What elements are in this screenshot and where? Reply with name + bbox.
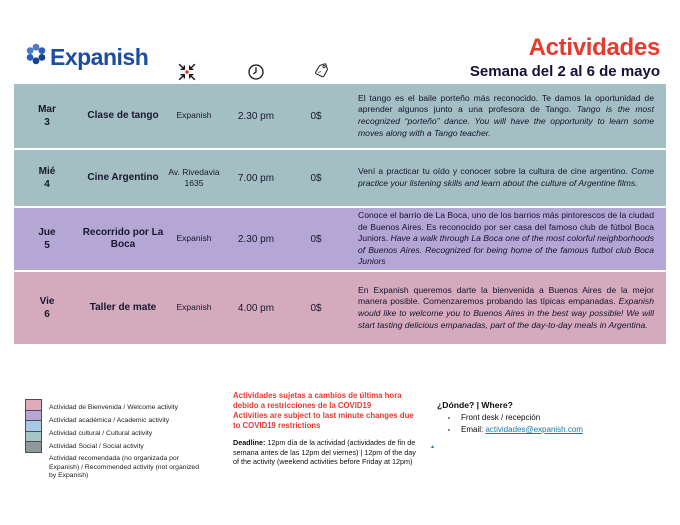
description-spanish: Conoce el barrio de La Boca, uno de los barrios más pintorescos de la ciudad de Buenos Aires. Es reconocido por ser casa del famoso club de fútbol Boca Juniors.: [358, 210, 654, 244]
expanish-logo: [24, 44, 148, 71]
activity-location: Expanish: [176, 110, 212, 121]
deadline-text: 12pm día de la actividad (actividades de fin de semana antes de las 12pm del viernes) | 12pm of the day of the activity (weekend activities before Friday at 12pm): [233, 438, 416, 466]
covid-notice-es: Actividades sujetas a cambios de última hora debido a restricciones de la COVID19: [233, 391, 402, 410]
activity-description: [342, 279, 666, 337]
deadline-note: [233, 438, 421, 467]
legend-label: Actividad cultural / Cultural activity: [49, 430, 153, 437]
day-number: 6: [44, 309, 50, 320]
activity-description: [342, 87, 666, 145]
activity-time: 2.30 pm: [237, 110, 275, 122]
table-row: [14, 208, 666, 270]
activity-price: 0$: [310, 110, 322, 122]
description-spanish: Vení a practicar tu oído y conocer sobre la cultura de cine argentino.: [358, 166, 628, 177]
dash-bullet: -: [447, 413, 451, 422]
day-name: Vie: [39, 296, 55, 307]
description-spanish: El tango es el baile porteño más reconocido. Te damos la oportunidad de aprender algunos junto a una profesora de Tango.: [358, 92, 654, 115]
email-link[interactable]: actividades@expanish.com: [485, 425, 583, 434]
day-number: 3: [44, 117, 50, 128]
description-spanish: En Expanish queremos darte la bienvenida a Buenos Aires de la mejor manera posible. Comenzaremos probando las típicas empanadas.: [358, 284, 654, 307]
dash-bullet: -: [447, 425, 451, 434]
email-label: Email:: [461, 425, 486, 434]
legend-label: Actividad recomendada (no organizada por Expanish) / Recommended activity (not organized by Expanish): [49, 455, 199, 479]
title-block: [470, 36, 660, 80]
activity-time: 7.00 pm: [237, 172, 275, 184]
legend-labels: [49, 400, 201, 481]
where-title: ¿Dónde? | Where?: [437, 400, 513, 410]
activity-price: 0$: [310, 172, 322, 184]
day-number: 4: [44, 179, 50, 190]
table-row: [14, 84, 666, 148]
activity-price: 0$: [310, 302, 322, 314]
covid-notice-en: Activities are subject to last minute changes due to COVID19 restrictions: [233, 410, 414, 430]
activity-location: Av. Rivedavia 1635: [168, 166, 220, 188]
activity-name: Clase de tango: [87, 109, 159, 121]
meeting-point-icon: [178, 63, 196, 81]
covid-notice: [233, 391, 421, 431]
description-english: Have a walk through La Boca one of the most colorful neighborhoods of Buenos Aires. Recognized for being home of the famous futbol club Boca Juniors: [358, 233, 655, 267]
where-section: [437, 400, 652, 436]
description-english: Expanish would like to welcome you to Buenos Aires in the best way possible! We will start tasting delicious empanadas, part of the day-to-day meals in Argentina.: [358, 296, 655, 330]
day-name: Mié: [38, 166, 56, 177]
table-row: [14, 150, 666, 206]
day-cell: [14, 165, 80, 191]
deadline-label: Deadline:: [233, 438, 266, 447]
where-item-email: [437, 424, 652, 436]
description-english: Come practice your listening skills and learn about the culture of Argentine films.: [358, 166, 654, 188]
day-cell: [14, 103, 80, 129]
where-item-front-desk: [437, 412, 652, 424]
page-subtitle: Semana del 2 al 6 de mayo: [469, 63, 660, 80]
description-english: Tango is the most recognized “porteño” dance. You will have the opportunity to learn some moves along with a Tango teacher.: [358, 104, 654, 138]
table-row: [14, 272, 666, 344]
activity-name: Recorrido por La Boca: [82, 226, 164, 250]
page-title: Actividades: [528, 34, 660, 61]
day-number: 5: [44, 240, 50, 251]
activity-name: Taller de mate: [89, 301, 157, 313]
day-name: Jue: [38, 227, 56, 238]
price-tag-icon: [313, 63, 331, 81]
activity-description: [342, 204, 666, 274]
activity-name: Cine Argentino: [87, 171, 159, 183]
front-desk-text: Front desk / recepción: [461, 413, 541, 422]
legend-label: Actividad de Bienvenida / Welcome activity: [49, 404, 179, 411]
activities-table: [14, 84, 666, 346]
legend-label: Actividad Social / Social activity: [49, 443, 144, 450]
flower-logo-icon: [24, 42, 48, 66]
activity-type-legend: [25, 400, 201, 481]
activity-time: 4.00 pm: [237, 302, 275, 314]
logo-wordmark: Expanish: [50, 44, 149, 70]
day-cell: [14, 295, 80, 321]
day-cell: [14, 226, 80, 252]
clock-icon: [247, 63, 265, 81]
tiny-blue-marker: ▴: [431, 444, 435, 450]
activity-location: Expanish: [176, 302, 212, 313]
activity-time: 2.30 pm: [237, 233, 275, 245]
legend-swatches: [25, 400, 42, 481]
activity-price: 0$: [310, 233, 322, 245]
legend-label: Actividad académica / Academic activity: [49, 417, 170, 424]
legend-swatch-recommended: [25, 441, 42, 453]
day-name: Mar: [38, 104, 56, 115]
activity-description: [342, 160, 666, 195]
activity-location: Expanish: [176, 233, 212, 244]
